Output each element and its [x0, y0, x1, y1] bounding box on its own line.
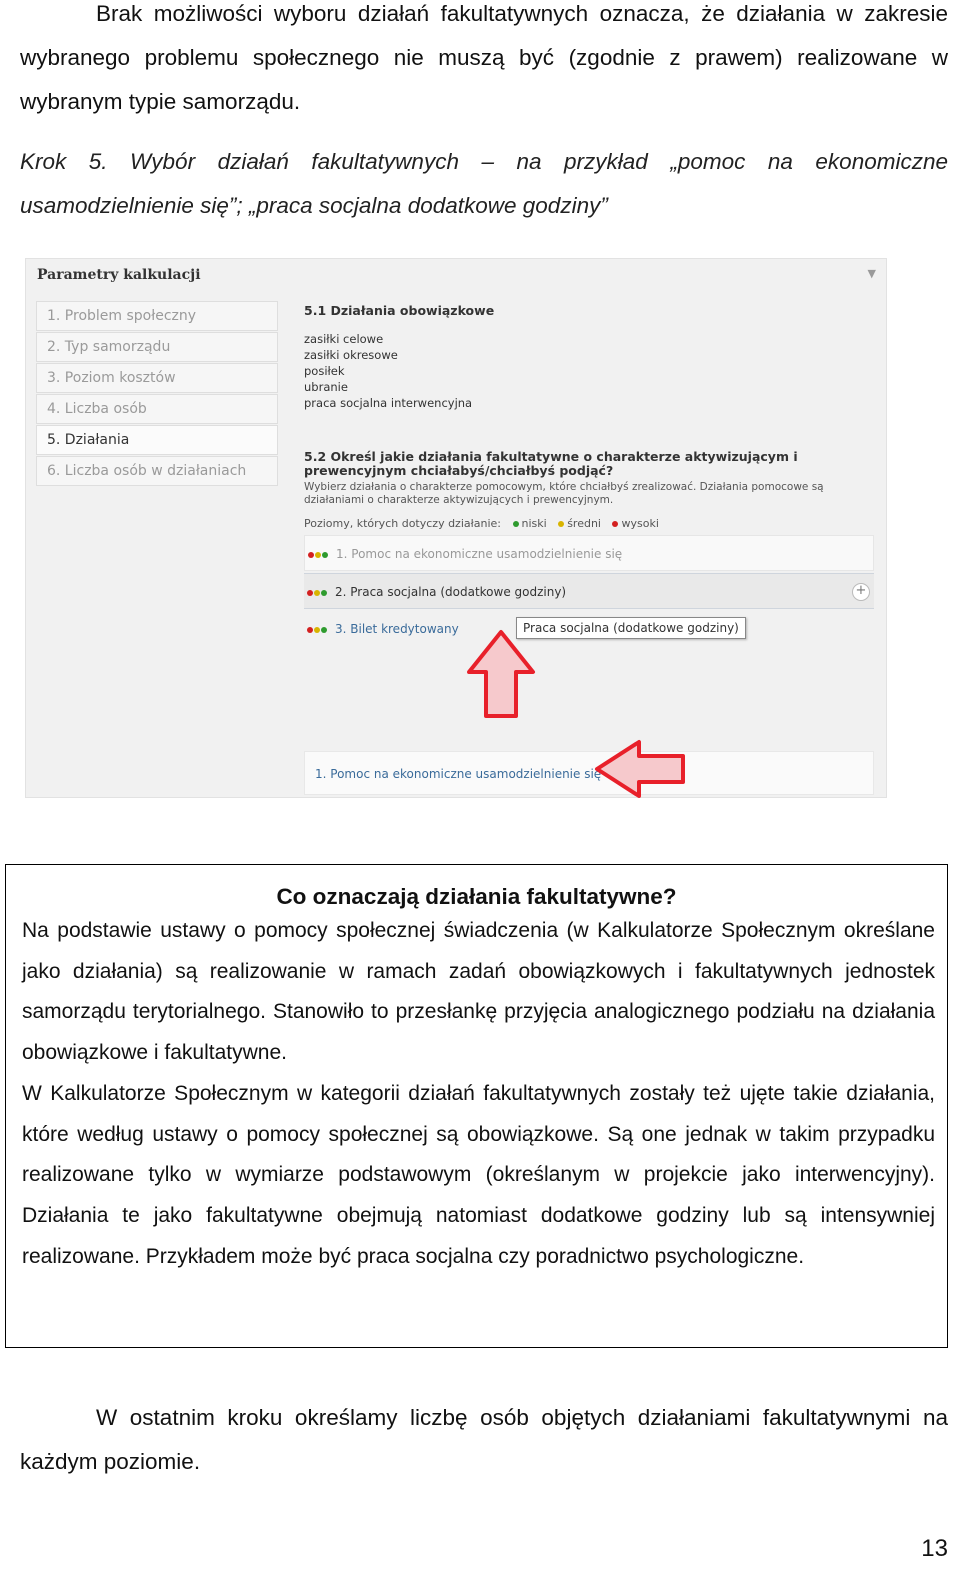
section-52-title: 5.2 Określ jakie działania fakultatywne o charakterze aktywizującym i prewencyjnym chciałabyś/chciałbyś podjąć?	[304, 449, 798, 478]
collapse-caret-icon[interactable]: ▼	[867, 267, 876, 280]
step-item-cost-level[interactable]: 3. Poziom kosztów	[36, 363, 278, 393]
section-51-title: 5.1 Działania obowiązkowe	[304, 303, 495, 318]
section-52-description: Wybierz działania o charakterze pomocowym, które chciałbyś zrealizować. Działania pomocowe są działaniami o charakterze aktywizujących i prewencyjnym.	[304, 481, 824, 506]
mandatory-actions-list	[304, 331, 472, 411]
step-item-problem[interactable]: 1. Problem społeczny	[36, 301, 278, 331]
panel-title: Parametry kalkulacji	[37, 267, 201, 283]
add-plus-icon[interactable]: +	[852, 583, 870, 601]
high-level-dot-icon	[612, 521, 618, 527]
selected-actions-dropzone[interactable]	[304, 751, 874, 795]
optional-action-2[interactable]	[304, 573, 874, 609]
mandatory-action: praca socjalna interwencyjna	[304, 396, 473, 410]
option-label: 3. Bilet kredytowany	[335, 622, 459, 636]
level-medium: średni	[567, 517, 601, 530]
intro-paragraph: Brak możliwości wyboru działań fakultatywnych oznacza, że działania w zakresie wybranego problemu społecznego nie muszą być (zgodnie z prawem) realizowane w wybranym typie samorządu.	[20, 1, 948, 114]
mandatory-action: posiłek	[304, 364, 345, 378]
level-low: niski	[521, 517, 547, 530]
level-high: wysoki	[621, 517, 659, 530]
step-item-actions[interactable]: 5. Działania	[36, 425, 278, 455]
drag-tooltip: Praca socjalna (dodatkowe godziny)	[516, 617, 746, 639]
steps-list	[36, 301, 278, 487]
info-paragraph-2: W Kalkulatorze Społecznym w kategorii działań fakultatywnych zostały też ujęte takie działania, które według ustawy o pomocy społecznej są obowiązkowe. Są one jednak w takim przypadku realizowane tylko w wymiarze podstawowym (określanym w projekcie jako interwencyjny). Działania te jako fakultatywne obejmują natomiast dodatkowe godziny lub są intensywniej realizowane. Przykładem może być praca socjalna czy poradnictwo psychologiczne.	[22, 1082, 935, 1268]
actions-panel	[304, 295, 884, 795]
optional-action-1[interactable]	[304, 535, 874, 571]
level-dots-icon	[304, 611, 335, 647]
level-dots-icon	[304, 574, 335, 610]
mandatory-action: ubranie	[304, 380, 348, 394]
calculator-screenshot	[25, 258, 887, 798]
step-caption: Krok 5. Wybór działań fakultatywnych – na przykład „pomoc na ekonomiczne usamodzielnienie się”; „praca socjalna dodatkowe godziny”	[20, 149, 948, 218]
option-label: 1. Pomoc na ekonomiczne usamodzielnienie się	[336, 547, 623, 561]
levels-legend	[304, 517, 659, 530]
left-arrow-icon	[594, 739, 686, 799]
info-paragraph-1: Na podstawie ustawy o pomocy społecznej świadczenia (w Kalkulatorze Społecznym określane jako działania) są realizowanie w ramach zadań obowiązkowych i fakultatywnych jednostek samorządu terytorialnego. Stanowiło to przesłankę przyjęcia analogicznego podziału na działania obowiązkowe i fakultatywne.	[22, 919, 935, 1065]
info-box	[5, 864, 948, 1348]
option-label: 2. Praca socjalna (dodatkowe godziny)	[335, 585, 567, 599]
step-item-type[interactable]: 2. Typ samorządu	[36, 332, 278, 362]
dropped-action[interactable]: 1. Pomoc na ekonomiczne usamodzielnienie się	[315, 767, 602, 781]
mandatory-action: zasiłki celowe	[304, 332, 384, 346]
page-number: 13	[921, 1535, 948, 1562]
closing-paragraph: W ostatnim kroku określamy liczbę osób objętych działaniami fakultatywnymi na każdym poziomie.	[20, 1405, 948, 1474]
up-arrow-icon	[466, 629, 536, 719]
medium-level-dot-icon	[558, 521, 564, 527]
step-item-people-count[interactable]: 4. Liczba osób	[36, 394, 278, 424]
info-box-title: Co oznaczają działania fakultatywne?	[276, 884, 677, 909]
level-dots-icon	[305, 536, 336, 572]
mandatory-action: zasiłki okresowe	[304, 348, 398, 362]
levels-label: Poziomy, których dotyczy działanie:	[304, 517, 501, 530]
low-level-dot-icon	[513, 521, 519, 527]
step-item-people-in-actions[interactable]: 6. Liczba osób w działaniach	[36, 456, 278, 486]
